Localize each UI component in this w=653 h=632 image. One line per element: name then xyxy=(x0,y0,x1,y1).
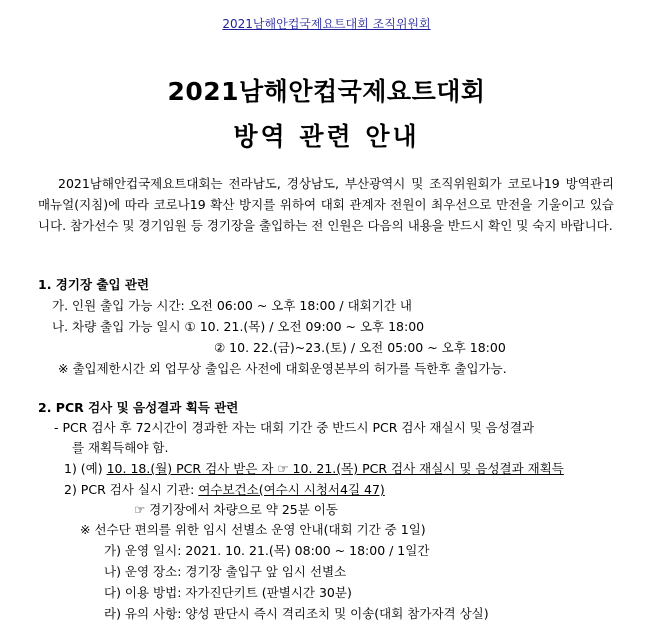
section2-test-site xyxy=(64,481,385,499)
temp-site-item-d: 라) 유의 사항: 양성 판단시 즉시 격리조치 및 이송(대회 참가자격 상실) xyxy=(104,606,489,621)
temp-site-item-a: 가) 운영 일시: 2021. 10. 21.(목) 08:00 ~ 18:00 / 1일간 xyxy=(104,543,430,558)
section1-item-b1: 나. 차량 출입 가능 일시 ① 10. 21.(목) / 오전 09:00 ~ 오후 18:00 xyxy=(52,319,425,334)
section2-site-distance: ☞ 경기장에서 차량으로 약 25분 이동 xyxy=(134,502,338,517)
section2-heading: 2. PCR 검사 및 음성결과 획득 관련 xyxy=(38,400,239,415)
section2-bullet-line2: 를 재획득해야 함. xyxy=(72,440,169,455)
test-site-prefix: 2) PCR 검사 실시 기관: xyxy=(64,482,199,497)
example-underlined: 10. 18.(월) PCR 검사 받은 자 ☞ 10. 21.(목) PCR 검사 재실시 및 음성결과 재획득 xyxy=(106,461,564,476)
temp-site-item-c: 다) 이용 방법: 자가진단키트 (판별시간 30분) xyxy=(104,585,352,600)
section1-item-a: 가. 인원 출입 가능 시간: 오전 06:00 ~ 오후 18:00 / 대회기간 내 xyxy=(52,298,412,313)
intro-paragraph: 2021남해안컵국제요트대회는 전라남도, 경상남도, 부산광역시 및 조직위원회가 코로나19 방역관리 매뉴얼(지침)에 따라 코로나19 확산 방지를 위하여 대회 관계자 전원이 최우선으로 만전을 기울이고 있습니다. 참가선수 및 경기임원 등 경기장을 출입하는 전 인원은 다음의 내용을 반드시 확인 및 숙지 바랍니다. xyxy=(38,176,614,233)
section2-example xyxy=(64,460,564,478)
section1-heading: 1. 경기장 출입 관련 xyxy=(38,277,150,292)
temp-site-item-b: 나) 운영 장소: 경기장 출입구 앞 임시 선별소 xyxy=(104,564,347,579)
temp-site-heading: ※ 선수단 편의를 위한 임시 선별소 운영 안내(대회 기간 중 1일) xyxy=(80,522,426,537)
example-prefix: 1) (예) xyxy=(64,461,107,476)
page-subtitle: 방역 관련 안내 xyxy=(233,122,420,151)
test-site-underlined: 여수보건소(여수시 시청서4길 47) xyxy=(198,482,385,497)
section1-note: ※ 출입제한시간 외 업무상 출입은 사전에 대회운영본부의 허가를 득한후 출입가능. xyxy=(58,361,507,376)
organizer-header: 2021남해안컵국제요트대회 조직위원회 xyxy=(222,17,431,31)
section2-bullet-line1: - PCR 검사 후 72시간이 경과한 자는 대회 기간 중 반드시 PCR 검사 재실시 및 음성결과 xyxy=(54,420,535,435)
section1-item-b2: ② 10. 22.(금)~23.(토) / 오전 05:00 ~ 오후 18:00 xyxy=(214,340,506,355)
page-title: 2021남해안컵국제요트대회 xyxy=(167,77,486,106)
